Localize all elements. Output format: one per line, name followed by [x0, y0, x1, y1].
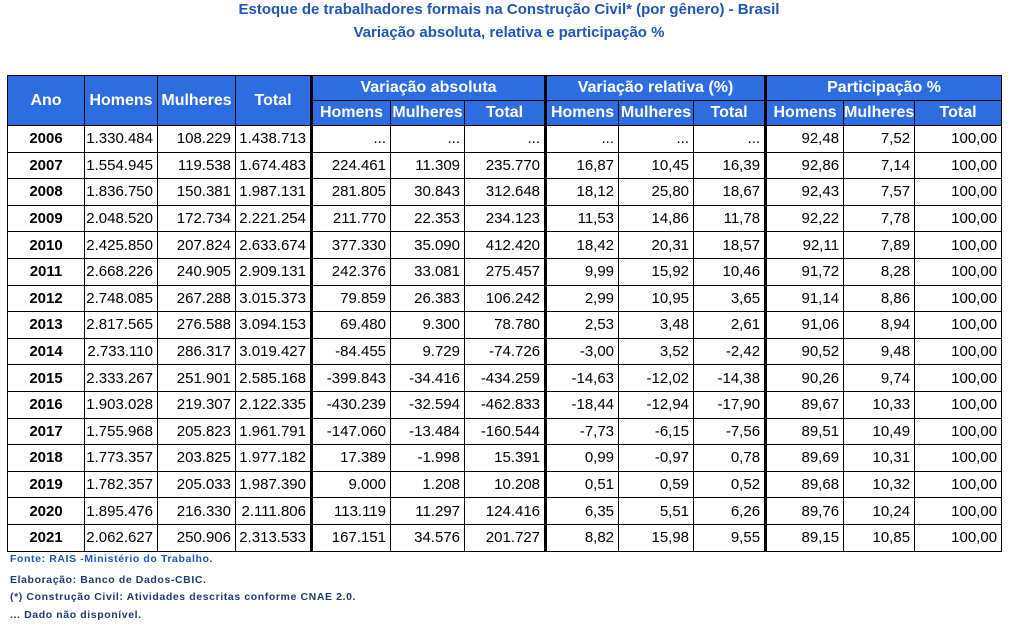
- cell-p-h: 89,69: [766, 445, 844, 472]
- cell-total: 3.094.153: [236, 312, 312, 339]
- cell-p-m: 7,89: [844, 232, 915, 259]
- cell-vr-m: 3,52: [619, 338, 694, 365]
- cell-vr-m: 10,45: [619, 152, 694, 179]
- cell-total: 2.122.335: [236, 391, 312, 418]
- cell-vr-m: 20,31: [619, 232, 694, 259]
- cell-p-t: 100,00: [915, 152, 1002, 179]
- cell-vr-m: 25,80: [619, 179, 694, 206]
- cell-va-m: -13.484: [391, 418, 465, 445]
- cell-homens: 1.773.357: [85, 445, 158, 472]
- header-variacao-absoluta: Variação absoluta: [312, 76, 546, 101]
- cell-ano: 2007: [8, 152, 85, 179]
- cell-p-t: 100,00: [915, 179, 1002, 206]
- cell-mulheres: 240.905: [158, 258, 236, 285]
- table-row: [8, 418, 1002, 445]
- subheader-vr-total: Total: [694, 101, 766, 126]
- cell-total: 3.019.427: [236, 338, 312, 365]
- cell-p-m: 10,33: [844, 391, 915, 418]
- cell-vr-t: 6,26: [694, 498, 766, 525]
- cell-p-t: 100,00: [915, 391, 1002, 418]
- cell-p-m: 10,85: [844, 524, 915, 551]
- cell-ano: 2010: [8, 232, 85, 259]
- cell-vr-m: -0,97: [619, 445, 694, 472]
- cell-vr-m: 15,98: [619, 524, 694, 551]
- table-row: [8, 312, 1002, 339]
- cell-va-t: 412.420: [465, 232, 546, 259]
- cell-vr-h: -7,73: [546, 418, 619, 445]
- cell-vr-h: 2,53: [546, 312, 619, 339]
- cell-homens: 1.895.476: [85, 498, 158, 525]
- cell-ano: 2015: [8, 365, 85, 392]
- cell-p-t: 100,00: [915, 232, 1002, 259]
- cell-mulheres: 251.901: [158, 365, 236, 392]
- note-elaboracao: Elaboração: Banco de Dados-CBIC.: [10, 574, 207, 586]
- cell-vr-h: 8,82: [546, 524, 619, 551]
- cell-vr-t: 2,61: [694, 312, 766, 339]
- cell-va-m: 34.576: [391, 524, 465, 551]
- cell-ano: 2013: [8, 312, 85, 339]
- cell-va-t: 275.457: [465, 258, 546, 285]
- cell-p-t: 100,00: [915, 524, 1002, 551]
- cell-ano: 2016: [8, 391, 85, 418]
- cell-p-t: 100,00: [915, 471, 1002, 498]
- table-row: [8, 205, 1002, 232]
- cell-vr-m: 14,86: [619, 205, 694, 232]
- table-body: [8, 126, 1002, 552]
- table-row: [8, 285, 1002, 312]
- cell-homens: 1.755.968: [85, 418, 158, 445]
- cell-va-h: -147.060: [312, 418, 391, 445]
- cell-mulheres: 207.824: [158, 232, 236, 259]
- cell-vr-t: 3,65: [694, 285, 766, 312]
- cell-vr-m: -6,15: [619, 418, 694, 445]
- header-participacao: Participação %: [766, 76, 1002, 101]
- cell-vr-h: -18,44: [546, 391, 619, 418]
- cell-homens: 1.836.750: [85, 179, 158, 206]
- cell-vr-t: 18,57: [694, 232, 766, 259]
- cell-ano: 2017: [8, 418, 85, 445]
- subheader-vr-homens: Homens: [546, 101, 619, 126]
- cell-vr-t: 9,55: [694, 524, 766, 551]
- cell-homens: 2.817.565: [85, 312, 158, 339]
- cell-p-m: 10,31: [844, 445, 915, 472]
- cell-va-m: 11.297: [391, 498, 465, 525]
- cell-mulheres: 203.825: [158, 445, 236, 472]
- cell-p-t: 100,00: [915, 418, 1002, 445]
- subheader-va-homens: Homens: [312, 101, 391, 126]
- cell-vr-t: 18,67: [694, 179, 766, 206]
- cell-va-m: ...: [391, 126, 465, 153]
- cell-mulheres: 286.317: [158, 338, 236, 365]
- cell-va-h: 69.480: [312, 312, 391, 339]
- cell-vr-h: 6,35: [546, 498, 619, 525]
- cell-va-h: 242.376: [312, 258, 391, 285]
- cell-p-m: 7,57: [844, 179, 915, 206]
- cell-vr-h: 9,99: [546, 258, 619, 285]
- cell-vr-h: 18,42: [546, 232, 619, 259]
- cell-homens: 2.048.520: [85, 205, 158, 232]
- cell-vr-m: 15,92: [619, 258, 694, 285]
- cell-mulheres: 119.538: [158, 152, 236, 179]
- table-row: [8, 338, 1002, 365]
- cell-vr-t: 0,78: [694, 445, 766, 472]
- subheader-p-mulheres: Mulheres: [844, 101, 915, 126]
- cell-homens: 2.333.267: [85, 365, 158, 392]
- cell-vr-m: 10,95: [619, 285, 694, 312]
- cell-va-t: 106.242: [465, 285, 546, 312]
- cell-mulheres: 205.823: [158, 418, 236, 445]
- cell-ano: 2011: [8, 258, 85, 285]
- cell-total: 2.633.674: [236, 232, 312, 259]
- cell-p-m: 10,32: [844, 471, 915, 498]
- cell-va-m: 26.383: [391, 285, 465, 312]
- cell-ano: 2012: [8, 285, 85, 312]
- cell-mulheres: 108.229: [158, 126, 236, 153]
- cell-vr-h: 18,12: [546, 179, 619, 206]
- cell-va-m: 35.090: [391, 232, 465, 259]
- cell-homens: 2.748.085: [85, 285, 158, 312]
- note-construcao-civil: (*) Construção Civil: Atividades descritas conforme CNAE 2.0.: [10, 591, 357, 603]
- cell-total: 2.111.806: [236, 498, 312, 525]
- cell-vr-m: -12,02: [619, 365, 694, 392]
- cell-va-h: 211.770: [312, 205, 391, 232]
- subheader-vr-mulheres: Mulheres: [619, 101, 694, 126]
- header-mulheres: Mulheres: [158, 76, 236, 126]
- cell-va-t: -160.544: [465, 418, 546, 445]
- cell-total: 1.674.483: [236, 152, 312, 179]
- cell-va-h: 224.461: [312, 152, 391, 179]
- table-row: [8, 152, 1002, 179]
- table-title: Estoque de trabalhadores formais na Construção Civil* (por gênero) - Brasil: [238, 1, 780, 18]
- cell-p-m: 7,14: [844, 152, 915, 179]
- cell-va-h: 113.119: [312, 498, 391, 525]
- cell-va-h: 167.151: [312, 524, 391, 551]
- cell-va-t: 235.770: [465, 152, 546, 179]
- table-row: [8, 179, 1002, 206]
- cell-va-t: 78.780: [465, 312, 546, 339]
- cell-homens: 1.782.357: [85, 471, 158, 498]
- cell-mulheres: 150.381: [158, 179, 236, 206]
- cell-p-t: 100,00: [915, 126, 1002, 153]
- cell-p-t: 100,00: [915, 498, 1002, 525]
- cell-p-h: 91,72: [766, 258, 844, 285]
- cell-vr-h: 0,51: [546, 471, 619, 498]
- cell-va-t: 15.391: [465, 445, 546, 472]
- cell-va-h: -84.455: [312, 338, 391, 365]
- cell-vr-t: 11,78: [694, 205, 766, 232]
- cell-p-m: 7,78: [844, 205, 915, 232]
- cell-vr-t: -7,56: [694, 418, 766, 445]
- cell-va-h: 9.000: [312, 471, 391, 498]
- cell-va-h: 377.330: [312, 232, 391, 259]
- cell-va-t: ...: [465, 126, 546, 153]
- cell-total: 1.977.182: [236, 445, 312, 472]
- cell-homens: 2.668.226: [85, 258, 158, 285]
- subheader-p-total: Total: [915, 101, 1002, 126]
- cell-ano: 2008: [8, 179, 85, 206]
- cell-p-h: 92,22: [766, 205, 844, 232]
- cell-vr-m: 5,51: [619, 498, 694, 525]
- cell-va-m: 30.843: [391, 179, 465, 206]
- header-variacao-relativa: Variação relativa (%): [546, 76, 766, 101]
- cell-vr-h: 11,53: [546, 205, 619, 232]
- cell-va-h: -430.239: [312, 391, 391, 418]
- cell-mulheres: 216.330: [158, 498, 236, 525]
- cell-total: 1.987.390: [236, 471, 312, 498]
- cell-total: 2.585.168: [236, 365, 312, 392]
- cell-vr-t: 10,46: [694, 258, 766, 285]
- cell-p-h: 89,76: [766, 498, 844, 525]
- cell-va-t: -434.259: [465, 365, 546, 392]
- cell-p-h: 89,51: [766, 418, 844, 445]
- cell-vr-t: ...: [694, 126, 766, 153]
- cell-va-t: 312.648: [465, 179, 546, 206]
- cell-vr-m: 3,48: [619, 312, 694, 339]
- cell-va-m: 9.729: [391, 338, 465, 365]
- cell-p-m: 10,49: [844, 418, 915, 445]
- cell-ano: 2009: [8, 205, 85, 232]
- cell-p-m: 9,74: [844, 365, 915, 392]
- cell-p-t: 100,00: [915, 312, 1002, 339]
- cell-ano: 2020: [8, 498, 85, 525]
- cell-p-h: 89,15: [766, 524, 844, 551]
- cell-p-m: 8,28: [844, 258, 915, 285]
- cell-p-h: 91,14: [766, 285, 844, 312]
- cell-va-h: ...: [312, 126, 391, 153]
- cell-vr-t: -2,42: [694, 338, 766, 365]
- cell-homens: 1.330.484: [85, 126, 158, 153]
- header-total: Total: [236, 76, 312, 126]
- cell-va-t: 10.208: [465, 471, 546, 498]
- cell-total: 2.221.254: [236, 205, 312, 232]
- cell-va-t: 201.727: [465, 524, 546, 551]
- cell-va-h: 79.859: [312, 285, 391, 312]
- table-row: [8, 524, 1002, 551]
- cell-homens: 2.733.110: [85, 338, 158, 365]
- table-row: [8, 258, 1002, 285]
- cell-mulheres: 276.588: [158, 312, 236, 339]
- table-subtitle: Variação absoluta, relativa e participação %: [353, 24, 665, 41]
- cell-vr-h: 0,99: [546, 445, 619, 472]
- cell-p-h: 89,68: [766, 471, 844, 498]
- cell-p-t: 100,00: [915, 258, 1002, 285]
- cell-vr-h: ...: [546, 126, 619, 153]
- cell-vr-h: -14,63: [546, 365, 619, 392]
- cell-va-m: -1.998: [391, 445, 465, 472]
- cell-p-m: 8,94: [844, 312, 915, 339]
- cell-va-h: 281.805: [312, 179, 391, 206]
- cell-total: 3.015.373: [236, 285, 312, 312]
- cell-va-m: 11.309: [391, 152, 465, 179]
- cell-vr-t: 16,39: [694, 152, 766, 179]
- table-row: [8, 365, 1002, 392]
- note-fonte: Fonte: RAIS -Ministério do Trabalho.: [10, 553, 214, 565]
- subheader-va-mulheres: Mulheres: [391, 101, 465, 126]
- cell-p-m: 10,24: [844, 498, 915, 525]
- cell-va-h: 17.389: [312, 445, 391, 472]
- cell-vr-h: -3,00: [546, 338, 619, 365]
- cell-mulheres: 219.307: [158, 391, 236, 418]
- table-row: [8, 232, 1002, 259]
- cell-total: 2.313.533: [236, 524, 312, 551]
- table-row: [8, 126, 1002, 153]
- cell-vr-t: -17,90: [694, 391, 766, 418]
- cell-va-t: 124.416: [465, 498, 546, 525]
- cell-p-h: 92,48: [766, 126, 844, 153]
- cell-va-t: -74.726: [465, 338, 546, 365]
- cell-va-m: -34.416: [391, 365, 465, 392]
- cell-p-h: 92,43: [766, 179, 844, 206]
- cell-vr-t: 0,52: [694, 471, 766, 498]
- header-ano: Ano: [8, 76, 85, 126]
- cell-p-t: 100,00: [915, 445, 1002, 472]
- cell-vr-m: ...: [619, 126, 694, 153]
- cell-total: 1.438.713: [236, 126, 312, 153]
- subheader-p-homens: Homens: [766, 101, 844, 126]
- cell-homens: 1.903.028: [85, 391, 158, 418]
- table-row: [8, 471, 1002, 498]
- cell-homens: 2.062.627: [85, 524, 158, 551]
- cell-p-m: 9,48: [844, 338, 915, 365]
- cell-vr-h: 16,87: [546, 152, 619, 179]
- header-homens: Homens: [85, 76, 158, 126]
- cell-mulheres: 205.033: [158, 471, 236, 498]
- cell-vr-t: -14,38: [694, 365, 766, 392]
- cell-ano: 2006: [8, 126, 85, 153]
- cell-va-m: 9.300: [391, 312, 465, 339]
- cell-ano: 2019: [8, 471, 85, 498]
- cell-va-m: 33.081: [391, 258, 465, 285]
- cell-mulheres: 250.906: [158, 524, 236, 551]
- cell-p-m: 8,86: [844, 285, 915, 312]
- cell-p-h: 92,86: [766, 152, 844, 179]
- cell-p-h: 92,11: [766, 232, 844, 259]
- cell-total: 1.987.131: [236, 179, 312, 206]
- cell-va-t: -462.833: [465, 391, 546, 418]
- cell-mulheres: 267.288: [158, 285, 236, 312]
- cell-total: 2.909.131: [236, 258, 312, 285]
- cell-homens: 2.425.850: [85, 232, 158, 259]
- cell-mulheres: 172.734: [158, 205, 236, 232]
- cell-homens: 1.554.945: [85, 152, 158, 179]
- cell-p-t: 100,00: [915, 205, 1002, 232]
- table-row: [8, 445, 1002, 472]
- data-table: [7, 75, 1002, 552]
- cell-va-m: 22.353: [391, 205, 465, 232]
- cell-ano: 2021: [8, 524, 85, 551]
- table-row: [8, 498, 1002, 525]
- cell-p-t: 100,00: [915, 365, 1002, 392]
- cell-p-m: 7,52: [844, 126, 915, 153]
- note-dado-nao-disponivel: ... Dado não disponível.: [10, 609, 142, 621]
- cell-total: 1.961.791: [236, 418, 312, 445]
- cell-va-m: -32.594: [391, 391, 465, 418]
- cell-va-m: 1.208: [391, 471, 465, 498]
- cell-vr-h: 2,99: [546, 285, 619, 312]
- table-row: [8, 391, 1002, 418]
- cell-vr-m: -12,94: [619, 391, 694, 418]
- cell-vr-m: 0,59: [619, 471, 694, 498]
- cell-p-t: 100,00: [915, 285, 1002, 312]
- subheader-va-total: Total: [465, 101, 546, 126]
- cell-ano: 2014: [8, 338, 85, 365]
- cell-va-h: -399.843: [312, 365, 391, 392]
- cell-p-h: 90,52: [766, 338, 844, 365]
- cell-va-t: 234.123: [465, 205, 546, 232]
- cell-p-h: 89,67: [766, 391, 844, 418]
- cell-p-t: 100,00: [915, 338, 1002, 365]
- cell-p-h: 91,06: [766, 312, 844, 339]
- cell-ano: 2018: [8, 445, 85, 472]
- cell-p-h: 90,26: [766, 365, 844, 392]
